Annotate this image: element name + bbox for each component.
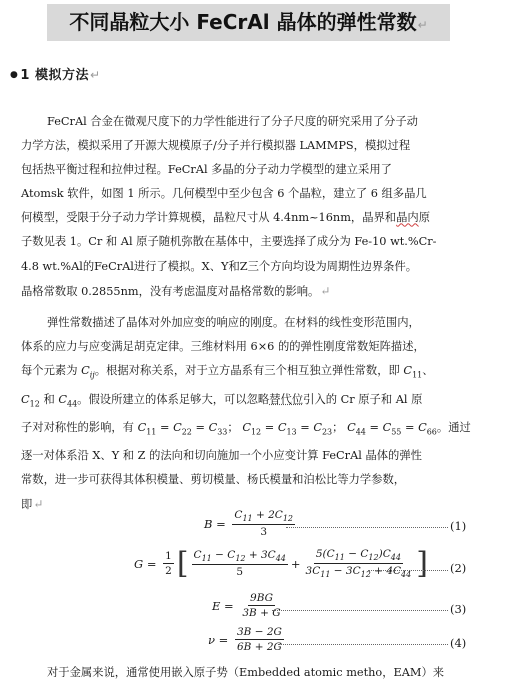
text-line: 弹性常数描述了晶体对外加应变的响应的刚度。在材料的线性变形范围内， [47,316,420,329]
section-title: 模拟方法 [34,68,89,83]
text-line: FeCrAl 合金在微观尺度下的力学性能进行了分子尺度的研究采用了分子动 [47,115,418,128]
text-line: 每个元素为 [21,364,82,378]
text-line: 和 [43,392,59,406]
text-line: 。根据对称关系，对于立方晶系有三个相互独立弹性常数，即 [94,364,404,378]
text-line: 子数见表 1。Cr 和 Al 原子随机弥散在基体中，主要选择了成分为 Fe-10 wt.%Cr- [21,235,437,249]
text-line: 即 [21,498,33,512]
equation-1: B = $\frac{C_{11} + 2C_{12}}{3}$ (1) [204,509,467,539]
paragraph-elastic-constants: 弹性常数描述了晶体对外加应变的响应的刚度。在材料的线性变形范围内， 体系的应力与应变满足胡克定律。三维材料用 6×6 的的弹性刚度常数矩阵描述， 每个元素为 $C_{ij}$。根据对称关系，对于立方晶系有三个相互独立弹性常数，即 $C_{11}$、 $C_{12}$ 和 $C_{44}$。假设所建立的体系足够大，可以忽略替代位引入的 Cr 原子和 Al 原 子对对称性的影响，有 $C_{11} = C_{22} = C_{33}$； $C_{12} = C_{13} = C_{23}$； $C_{44} = C_{55} = C_{66}$。通过 逐一对体系沿 X、Y 和 Z 的法向和切向施加一个小应变计算 FeCrAl 晶体的弹性 常数，进一步可获得其体积模量、剪切模量、杨氏模量和泊松比等力学参数， 即↵ [21,316,471,512]
paragraph-mark-icon: ↵ [89,68,101,82]
text-line: 4.8 wt.%Al的FeCrAl进行了模拟。X、Y和Z三个方向均设为周期性边界条件。 [21,259,418,273]
text-line: 逐一对体系沿 X、Y 和 Z 的法向和切向施加一个小应变计算 FeCrAl 晶体的弹性 [21,449,422,463]
text-line: 原 [418,211,431,225]
paragraph-mark-icon: ↵ [417,18,428,32]
text-line: 引入的 Cr 原子和 Al 原 [303,392,423,406]
grammar-flag-word: 替代位 [269,392,304,406]
section-heading [10,64,101,83]
equation-number: (1) [450,519,467,533]
text-line: 包括热平衡过程和拉伸过程。FeCrAl 多晶的分子动力学模型的建立采用了 [21,163,392,177]
equation-number: (2) [450,561,467,575]
equation-number: (4) [450,636,467,650]
text-line: 常数，进一步可获得其体积模量、剪切模量、杨氏模量和泊松比等力学参数， [21,473,406,487]
title-text: 不同晶粒大小 FeCrAl 晶体的弹性常数 [69,10,417,34]
text-line: Atomsk 软件，如图 1 所示。几何模型中至少包含 6 个晶粒，建立了 6 组多晶几 [21,187,427,201]
equation-number: (3) [450,602,467,616]
text-line: 何模型，受限于分子动力学计算规模，晶粒尺寸从 4.4nm~16nm，晶界和 [21,211,397,225]
text-line: 子对对称性的影响，有 [21,420,138,434]
equation-2: G = $\frac{1}{2}$ [ $\frac{C_{11} - C_{12} + 3C_{44}}{5}$ + $\frac{5(C_{11} - C_{12})C_{44}}{3C_{11} - 3C_{12} + 4C_{44}}$ ] (2) [134,545,467,581]
section-number: 1 [20,68,30,83]
text-line: 晶格常数取 0.2855nm，没有考虑温度对晶格常数的影响。 [21,284,320,298]
paragraph-mark-icon: ↵ [320,283,331,298]
bullet-icon: ● [10,70,19,80]
text-line: 体系的应力与应变满足胡克定律。三维材料用 6×6 的的弹性刚度常数矩阵描述， [21,340,425,354]
paragraph-methods [21,110,473,304]
text-line-last: 对于金属来说，通常使用嵌入原子势（Embedded atomic metho，EAM）来 [47,666,445,679]
text-line: 。假设所建立的体系足够大，可以忽略 [77,392,270,406]
spellcheck-word: 晶内 [396,211,419,225]
equation-4: ν = $\frac{3B - 2G}{6B + 2G}$ (4) [208,626,467,653]
paragraph-mark-icon: ↵ [33,497,44,512]
text-line: 力学方法，模拟采用了开源大规模原子/分子并行模拟器 LAMMPS，模拟过程 [21,139,411,153]
equation-3: E = $\frac{9BG}{3B + G}$ (3) [212,592,467,619]
text-line: ； [227,420,239,434]
document-title [47,4,450,41]
text-line: 。通过 [436,420,471,434]
text-line: ； [332,420,344,434]
